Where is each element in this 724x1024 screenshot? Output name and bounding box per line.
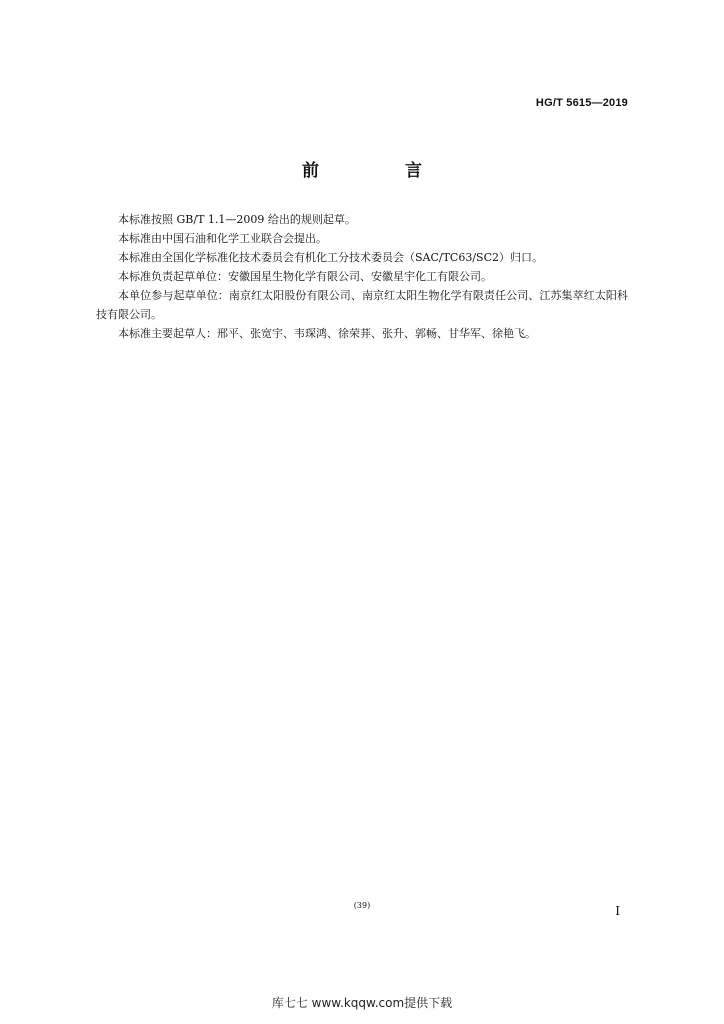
roman-page-number: I (615, 904, 620, 918)
paragraph-proposer: 本标准由中国石油和化学工业联合会提出。 (118, 232, 327, 245)
download-watermark: 库七七 www.kqqw.com提供下载 (271, 996, 453, 1010)
foreword-body (96, 210, 628, 343)
footer-page-number: (39) (353, 901, 371, 910)
standard-code: HG/T 5615—2019 (535, 97, 628, 109)
paragraph-drafting-rules: 本标准按照 GB/T 1.1—2009 给出的规则起草。 (118, 213, 356, 226)
paragraph-responsible-drafters: 本标准负责起草单位：安徽国星生物化学有限公司、安徽星宇化工有限公司。 (118, 270, 492, 283)
page-title: 前 言 (302, 161, 462, 181)
paragraph-main-drafters: 本标准主要起草人：邢平、张宽宇、韦琛鸿、徐荣荓、张升、郭畅、甘华军、徐艳飞。 (118, 327, 536, 340)
paragraph-technical-committee: 本标准由全国化学标准化技术委员会有机化工分技术委员会（SAC/TC63/SC2）归口。 (118, 251, 544, 264)
paragraph-participating-drafters: 本单位参与起草单位：南京红太阳股份有限公司、南京红太阳生物化学有限责任公司、江苏集萃红太阳科技有限公司。 (96, 289, 628, 321)
